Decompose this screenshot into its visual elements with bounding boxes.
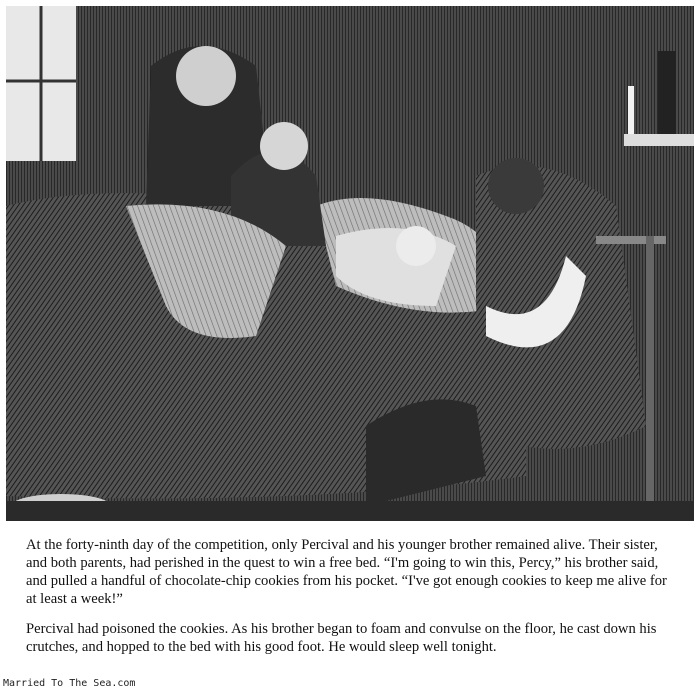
bottle-icon <box>658 51 676 134</box>
candle-icon <box>628 86 634 134</box>
chair <box>596 236 666 244</box>
floor <box>6 501 694 521</box>
mantel <box>624 134 694 146</box>
engraving-illustration <box>6 6 694 521</box>
site-credit: Married To The Sea.com <box>3 678 136 689</box>
caption-paragraph-1: At the forty-ninth day of the competition, only Percival and his younger brother remained alive. Their sister, and both parents, had perished in the quest to win a free bed. “I'm going to win this, Percy,” his brother said, and pulled a handful of chocolate-chip cookies from his pocket. “I've got enough cookies to keep me alive for at least a week!” <box>26 537 667 607</box>
caption-paragraph-2: Percival had poisoned the cookies. As his brother began to foam and convulse on the floor, he cast down his crutches, and hopped to the bed with his good foot. He would sleep well tonight. <box>26 621 657 655</box>
caption <box>26 536 676 668</box>
